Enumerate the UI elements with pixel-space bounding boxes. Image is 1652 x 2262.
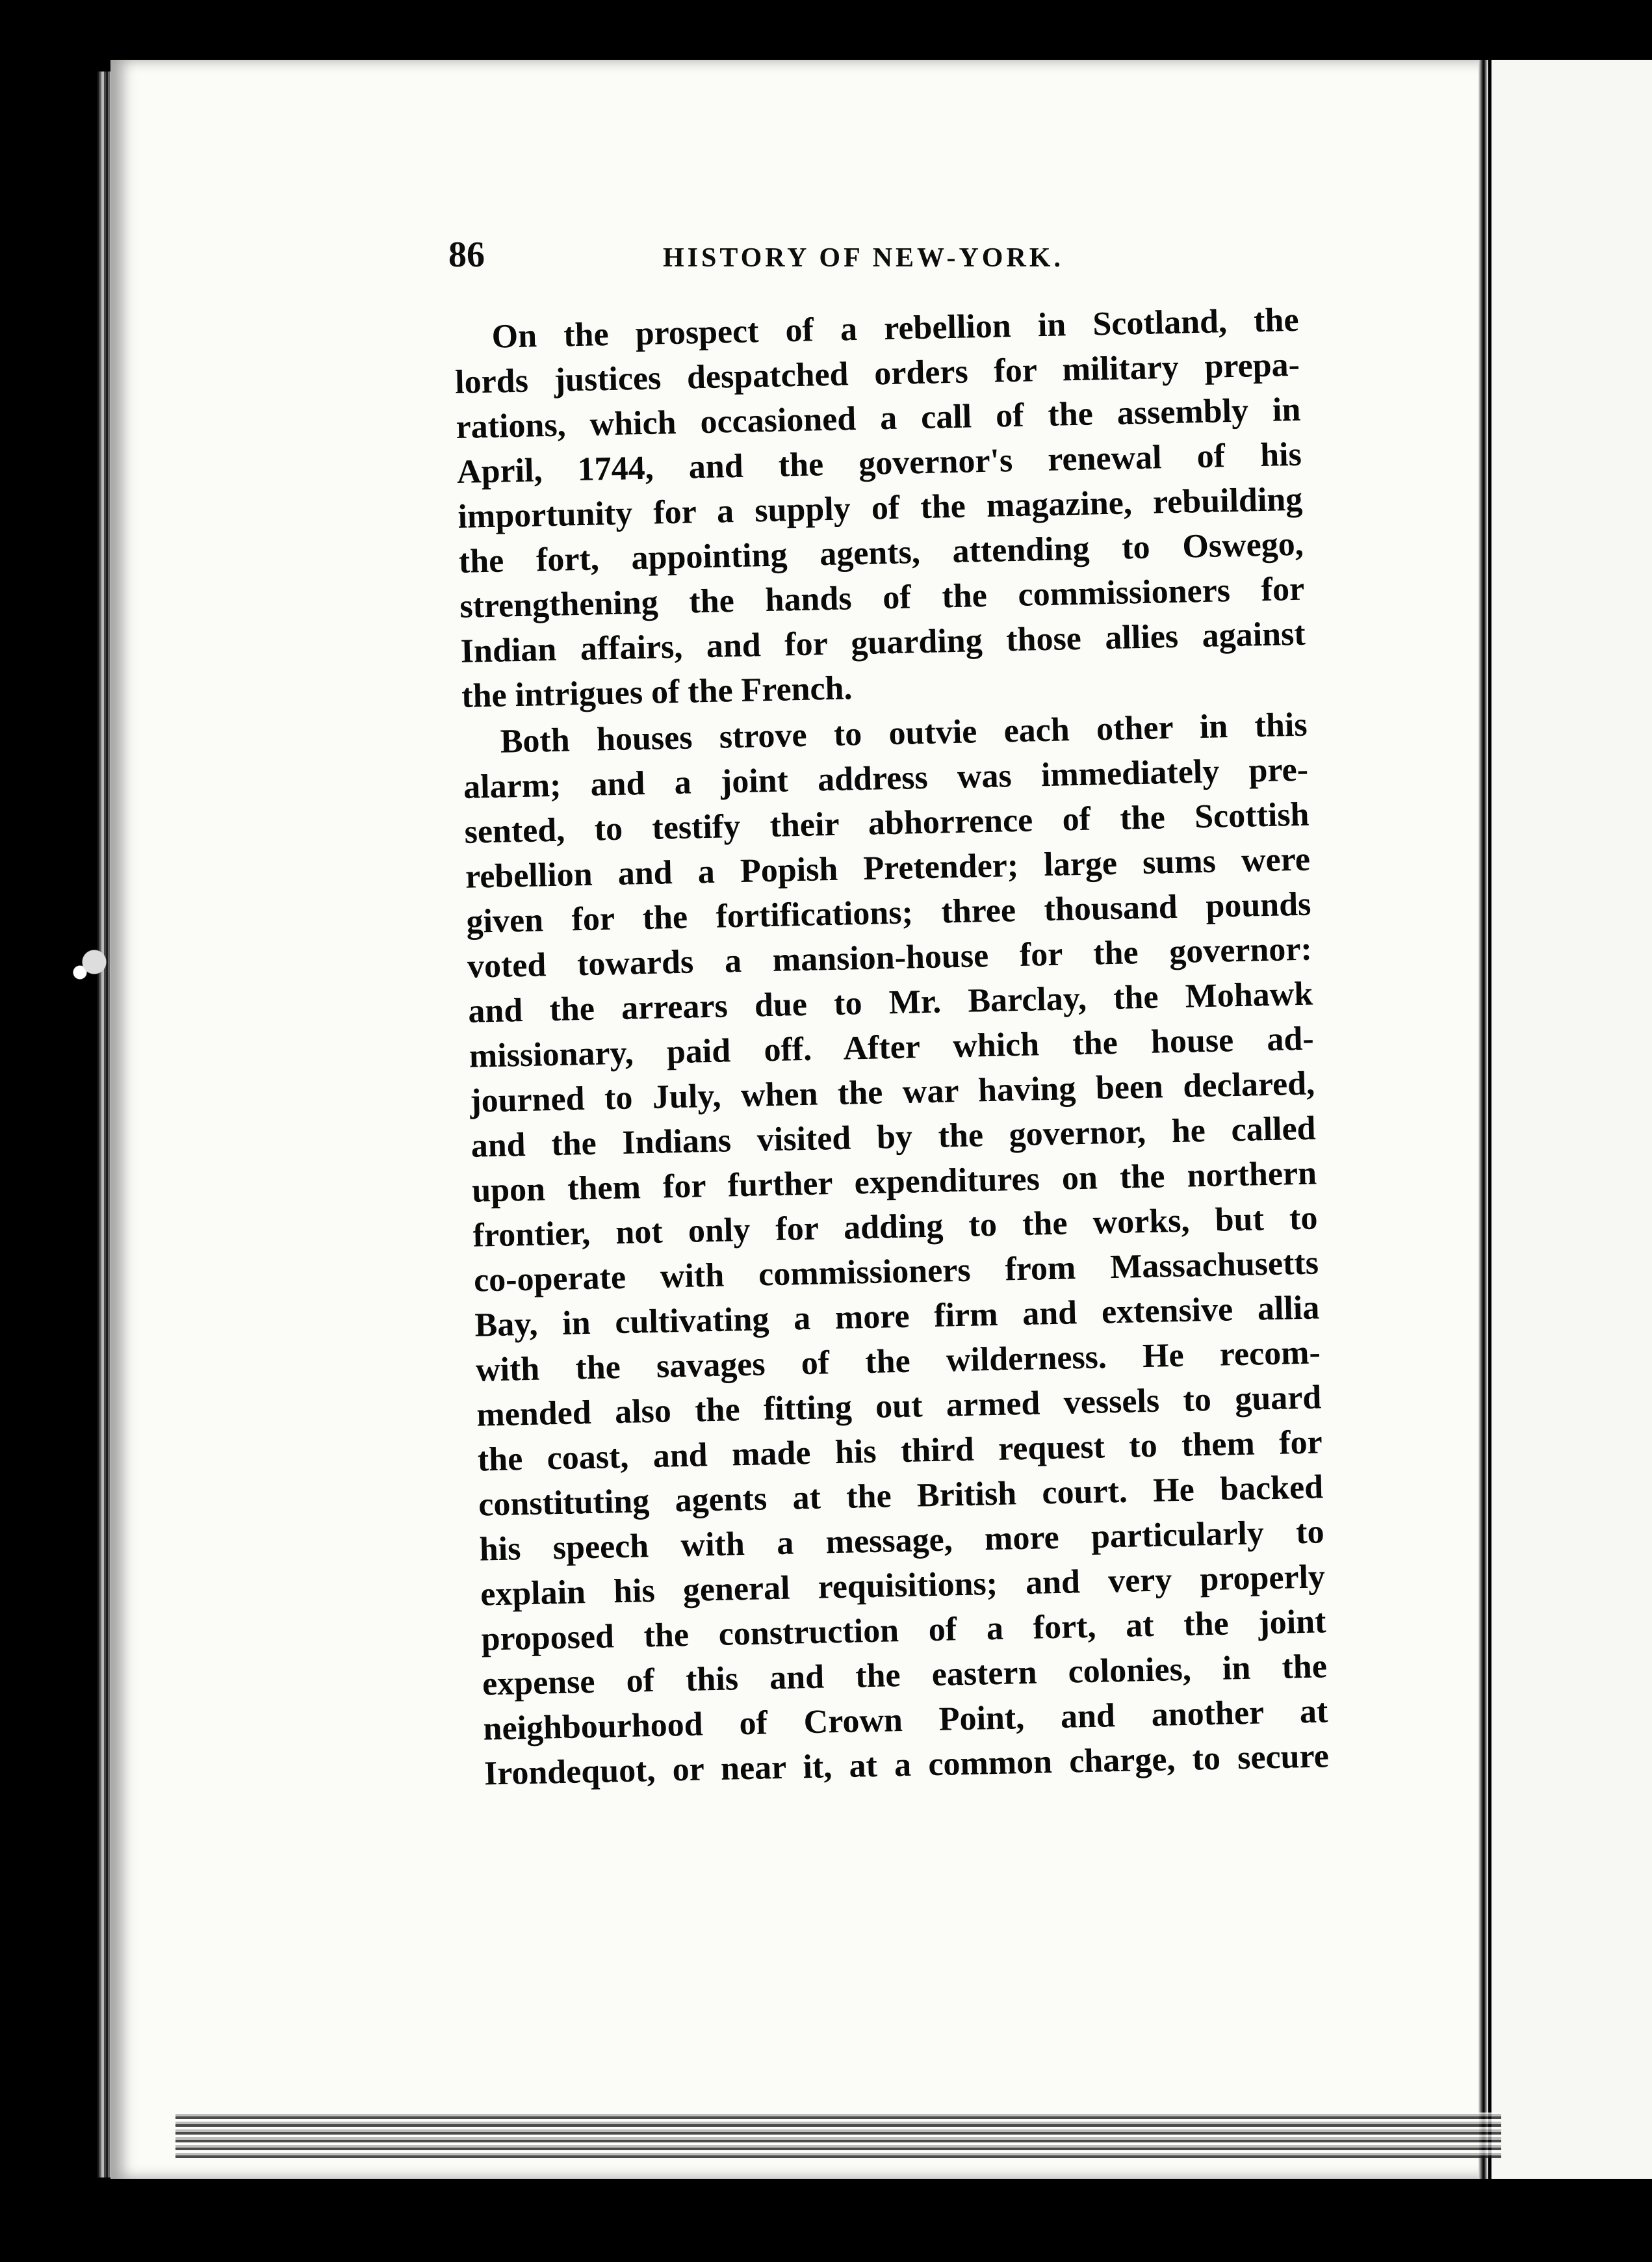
text-line: expense of this and the eastern colonies, in the [482, 1648, 1328, 1703]
text-line: frontier, not only for adding to the works, but to [472, 1199, 1318, 1254]
text-line: voted towards a mansion-house for the governor: [467, 930, 1313, 985]
text-line: On the prospect of a rebellion in Scotland, the [491, 301, 1300, 356]
text-line: strengthening the hands of the commissioners for [459, 570, 1305, 625]
paragraph-1 [454, 298, 1307, 719]
text-line: constituting agents at the British court. He backed [478, 1468, 1324, 1524]
text-line: co-operate with commissioners from Massachusetts [473, 1244, 1319, 1299]
page-edge-bottom [175, 2112, 1501, 2158]
page-fold-line [1478, 60, 1488, 2179]
text-line: the coast, and made his third request to them for [477, 1424, 1323, 1479]
text-line: the fort, appointing agents, attending to Oswego, [458, 525, 1304, 580]
text-line: proposed the construction of a fort, at the joint [481, 1603, 1326, 1658]
text-line: April, 1744, and the governor's renewal of his [456, 436, 1302, 491]
text-line: Irondequot, or near it, at a common charge, to secure [484, 1737, 1330, 1793]
text-line: sented, to testify their abhorrence of the Scottish [464, 796, 1310, 851]
running-head [448, 234, 1319, 292]
body-text [454, 298, 1329, 1797]
text-line: his speech with a message, more particularly to [479, 1513, 1325, 1568]
text-line: with the savages of the wilderness. He recom- [475, 1334, 1321, 1389]
text-line: Indian affairs, and for guarding those allies against [460, 615, 1306, 670]
text-line: importunity for a supply of the magazine, rebuilding [457, 480, 1303, 536]
text-line: and the arrears due to Mr. Barclay, the Mohawk [467, 975, 1313, 1030]
text-line: rations, which occasioned a call of the assembly in [456, 391, 1301, 446]
text-line: journed to July, when the war having been declared, [469, 1065, 1315, 1120]
facing-page-sliver [1491, 60, 1652, 2179]
text-line: Both houses strove to outvie each other in this [500, 706, 1308, 760]
text-line: mended also the fitting out armed vessels to guard [476, 1379, 1322, 1434]
page-number: 86 [448, 235, 485, 275]
text-line: alarm; and a joint address was immediately pre- [463, 751, 1309, 806]
text-line: and the Indians visited by the governor, he called [471, 1110, 1317, 1165]
text-line: given for the fortifications; three thousand pounds [465, 885, 1311, 941]
paragraph-2 [462, 703, 1329, 1797]
text-line: explain his general requisitions; and very properly [480, 1558, 1326, 1613]
text-line: neighbourhood of Crown Point, and another at [482, 1693, 1328, 1748]
running-title: HISTORY OF NEW-YORK. [663, 243, 1064, 273]
text-line: Bay, in cultivating a more firm and extensive allia [474, 1289, 1320, 1344]
text-line: the intrigues of the French. [461, 670, 853, 715]
text-line: upon them for further expenditures on the northern [471, 1154, 1317, 1210]
text-line: lords justices despatched orders for military prepa- [454, 346, 1300, 401]
text-line: rebellion and a Popish Pretender; large sums were [465, 840, 1311, 896]
paper-blemish [58, 936, 130, 988]
text-line: missionary, paid off. After which the house ad- [469, 1020, 1315, 1075]
